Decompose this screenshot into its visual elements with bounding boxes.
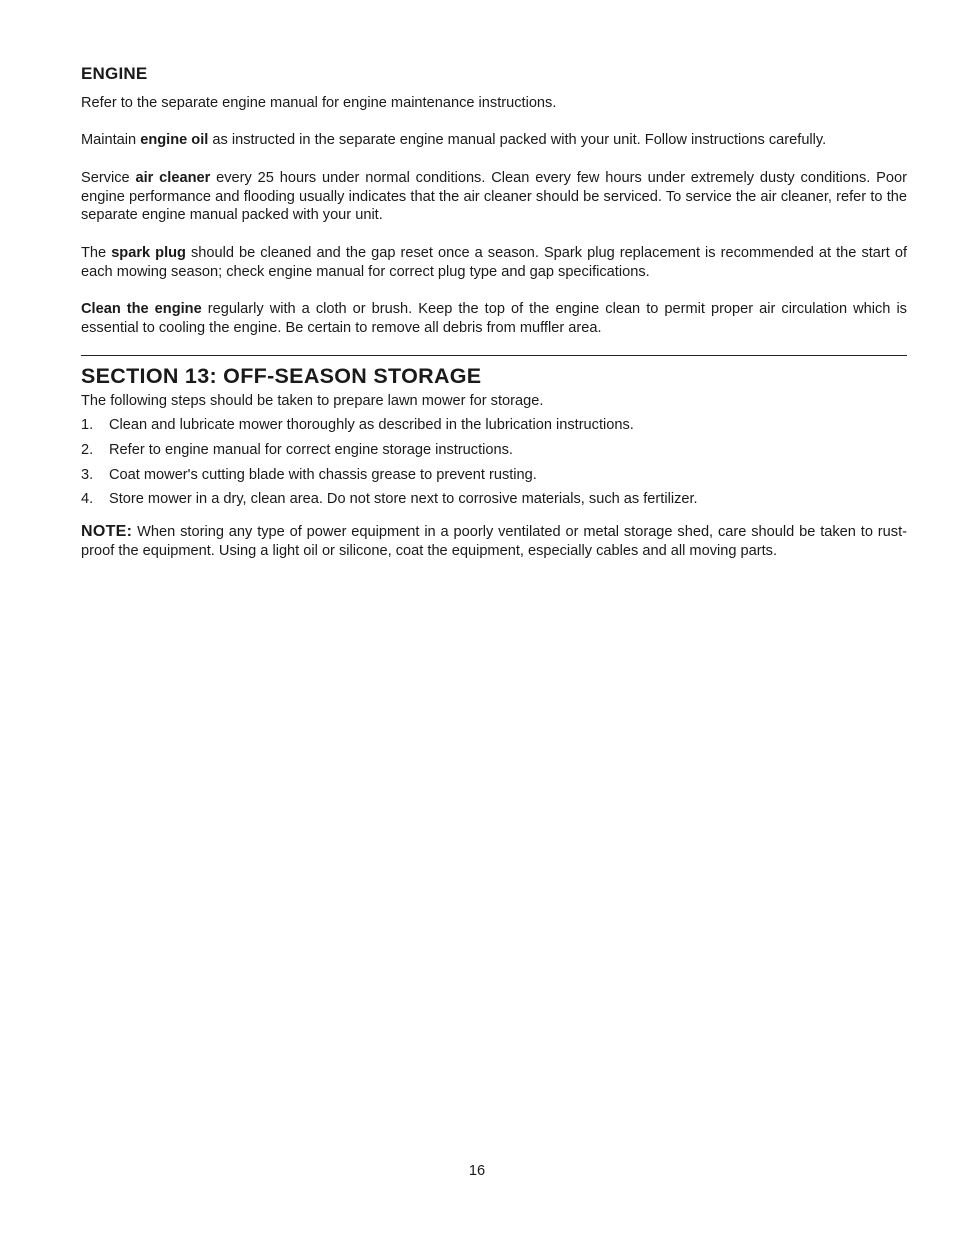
list-item [81,490,907,515]
spark-plug-text-pre: The [81,245,112,261]
step-number: 4. [81,491,94,508]
list-item [81,466,907,491]
air-cleaner-paragraph [81,169,907,225]
engine-heading: ENGINE [81,64,148,83]
step-text: Store mower in a dry, clean area. Do not store next to corrosive materials, such as fertilizer. [109,491,698,508]
air-cleaner-text-post: every 25 hours under normal conditions. Clean every few hours under extremely dusty conditions. Poor engine performance and flooding usually indicates that the air cleaner should be serviced. To service the air cleaner, refer to the separate engine manual packed with your unit. [81,170,907,224]
page-number: 16 [468,1163,486,1179]
spark-plug-text-post: should be cleaned and the gap reset once a season. Spark plug replacement is recommended at the start of each mowing season; check engine manual for correct plug type and gap specifications. [81,245,908,280]
air-cleaner-term: air cleaner [135,170,211,186]
step-text: Refer to engine manual for correct engine storage instructions. [109,441,513,458]
storage-intro-text: The following steps should be taken to prepare lawn mower for storage. [81,393,544,409]
clean-engine-term: Clean the engine [81,301,202,317]
section-divider [81,355,907,356]
air-cleaner-text-pre: Service [81,170,136,186]
list-item [81,416,907,441]
engine-oil-paragraph [81,131,907,150]
spark-plug-paragraph [81,244,907,281]
clean-engine-paragraph [81,300,907,337]
storage-note-paragraph [81,522,907,561]
clean-engine-text-post: regularly with a cloth or brush. Keep the top of the engine clean to permit proper air circulation which is essential to cooling the engine. Be certain to remove all debris from muffler area. [81,301,907,336]
step-text: Coat mower's cutting blade with chassis grease to prevent rusting. [109,466,537,483]
step-number: 1. [81,417,94,433]
note-text: When storing any type of power equipment in a poorly ventilated or metal storage shed, care should be taken to rust-proof the equipment. Using a light oil or silicone, coat the equipment, especially cables and all moving parts. [81,524,907,560]
engine-manual-reference-text: Refer to the separate engine manual for engine maintenance instructions. [81,95,557,111]
engine-oil-term: engine oil [140,132,209,148]
engine-oil-text-pre: Maintain [81,132,141,148]
storage-section-heading: SECTION 13: OFF-SEASON STORAGE [81,364,482,388]
storage-steps-list [81,416,907,515]
spark-plug-term: spark plug [111,245,186,261]
engine-oil-text-post: as instructed in the separate engine manual packed with your unit. Follow instructions carefully. [208,132,827,148]
engine-manual-reference-paragraph [81,94,907,113]
note-label: NOTE: [81,523,133,540]
storage-intro-paragraph [81,392,907,411]
list-item [81,441,907,466]
step-number: 2. [81,441,94,458]
step-number: 3. [81,466,94,483]
step-text: Clean and lubricate mower thoroughly as described in the lubrication instructions. [109,417,634,433]
